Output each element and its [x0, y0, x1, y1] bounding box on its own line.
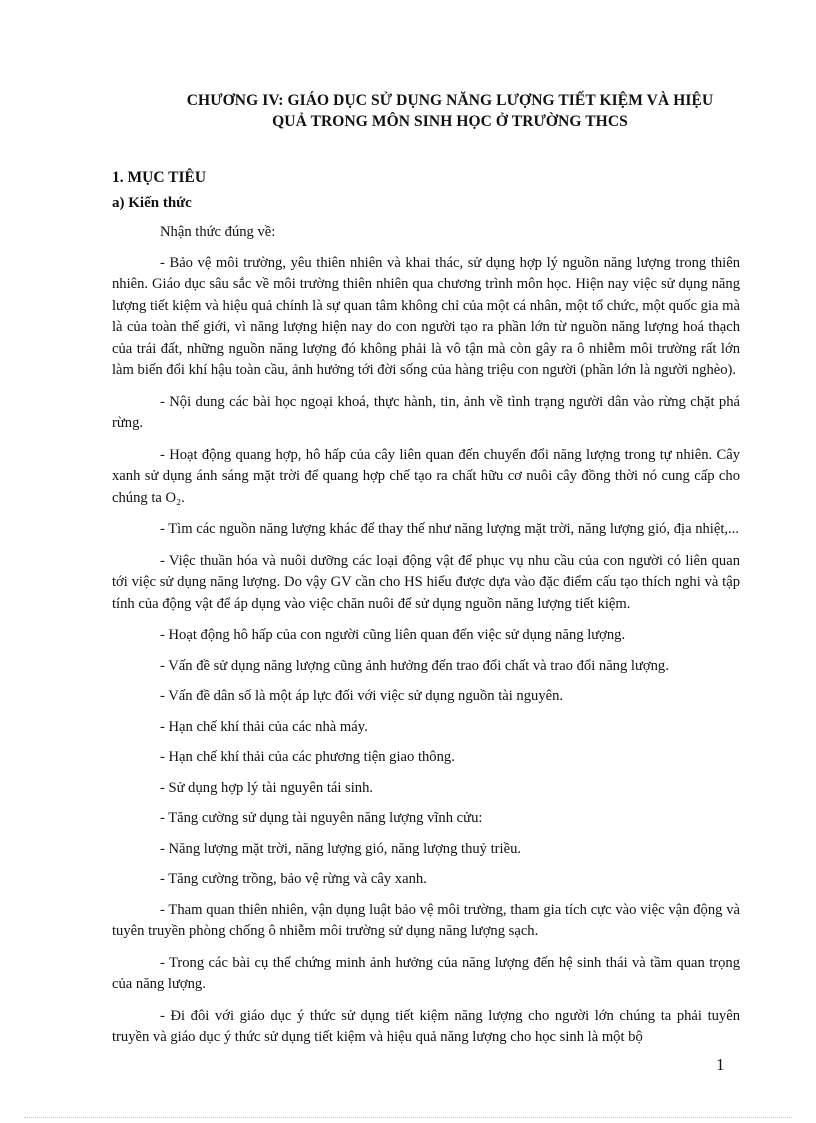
paragraph: - Hạn chế khí thải của các phương tiện giao thông. [160, 749, 455, 765]
chapter-title [150, 90, 750, 132]
paragraph: - Tham quan thiên nhiên, vận dụng luật bảo vệ môi trường, tham gia tích cực vào việc vận động và tuyên truyền phòng chống ô nhiễm môi trường sử dụng năng lượng sạch. [112, 901, 740, 939]
page-bottom-divider [24, 1117, 792, 1118]
paragraph: - Sử dụng hợp lý tài nguyên tái sinh. [160, 779, 374, 796]
paragraph: - Năng lượng mặt trời, năng lượng gió, năng lượng thuỷ triều. [160, 840, 522, 857]
paragraph: - Hạn chế khí thải của các nhà máy. [160, 718, 368, 735]
paragraph: - Đi đôi với giáo dục ý thức sử dụng tiết kiệm năng lượng cho người lớn chúng ta phải tuyên truyền và giáo dục ý thức sử dụng tiết kiệm và hiệu quả năng lượng cho học sinh là một bộ [112, 1007, 740, 1045]
section-heading: 1. MỤC TIÊU [112, 169, 207, 186]
paragraph: - Trong các bài cụ thể chứng minh ảnh hưởng của năng lượng đến hệ sinh thái và tầm quan trọng của năng lượng. [112, 954, 740, 992]
paragraph: - Nội dung các bài học ngoại khoá, thực hành, tin, ảnh về tình trạng người dân vào rừng chặt phá rừng. [112, 393, 740, 431]
paragraph: - Tìm các nguồn năng lượng khác để thay thế như năng lượng mặt trời, năng lượng gió, địa nhiệt,... [160, 521, 739, 537]
chapter-title-line-2: QUẢ TRONG MÔN SINH HỌC Ở TRƯỜNG THCS [272, 113, 628, 130]
chapter-title-line-1: CHƯƠNG IV: GIÁO DỤC SỬ DỤNG NĂNG LƯỢNG TIẾT KIỆM VÀ HIỆU [186, 92, 714, 109]
paragraph: - Tăng cường sử dụng tài nguyên năng lượng vĩnh cửu: [160, 810, 483, 826]
sub-heading: a) Kiến thức [112, 195, 192, 211]
paragraph: - Hoạt động hô hấp của con người cũng liên quan đến việc sử dụng năng lượng. [160, 627, 626, 643]
paragraph: - Việc thuần hóa và nuôi dưỡng các loại động vật để phục vụ nhu cầu của con người có liên quan tới việc sử dụng năng lượng. Do vậy GV cần cho HS hiểu được dựa vào đặc điểm cấu tạo thích nghi và tập tính của động vật để áp dụng vào việc chăn nuôi để sử dụng nguồn năng lượng tiết kiệm. [112, 552, 740, 612]
body-text [112, 222, 740, 1059]
page-number: 1 [716, 1055, 725, 1074]
paragraph: - Hoạt động quang hợp, hô hấp của cây liên quan đến chuyển đổi năng lượng trong tự nhiên. Cây xanh sử dụng ánh sáng mặt trời để quang hợp chế tạo ra chất hữu cơ nuôi cây đồng thời nó cung cấp cho chúng ta O₂. [112, 446, 740, 506]
paragraph: - Vấn đề dân số là một áp lực đối với việc sử dụng nguồn tài nguyên. [160, 688, 564, 704]
paragraph: - Vấn đề sử dụng năng lượng cũng ảnh hưởng đến trao đổi chất và trao đổi năng lượng. [160, 657, 669, 674]
intro-paragraph: Nhận thức đúng về: [160, 224, 276, 240]
paragraph: - Bảo vệ môi trường, yêu thiên nhiên và khai thác, sử dụng hợp lý nguồn năng lượng trong thiên nhiên. Giáo dục sâu sắc về môi trường thiên nhiên qua chương trình môn học. Hiện nay việc sử dụng năng lượng tiết kiệm và hiệu quả chính là sự quan tâm không chỉ của một cá nhân, một tổ chức, một quốc gia mà là của toàn thế giới, vì năng lượng hiện nay do con người tạo ra phần lớn từ nguồn năng lượng hoá thạch của trái đất, những nguồn năng lượng đó không phải là vô tận mà còn gây ra ô nhiễm môi trường rất lớn làm biến đổi khí hậu toàn cầu, ảnh hưởng tới đời sống của hàng triệu con người (phần lớn là người nghèo). [112, 254, 740, 378]
paragraph: - Tăng cường trồng, bảo vệ rừng và cây xanh. [160, 871, 427, 887]
